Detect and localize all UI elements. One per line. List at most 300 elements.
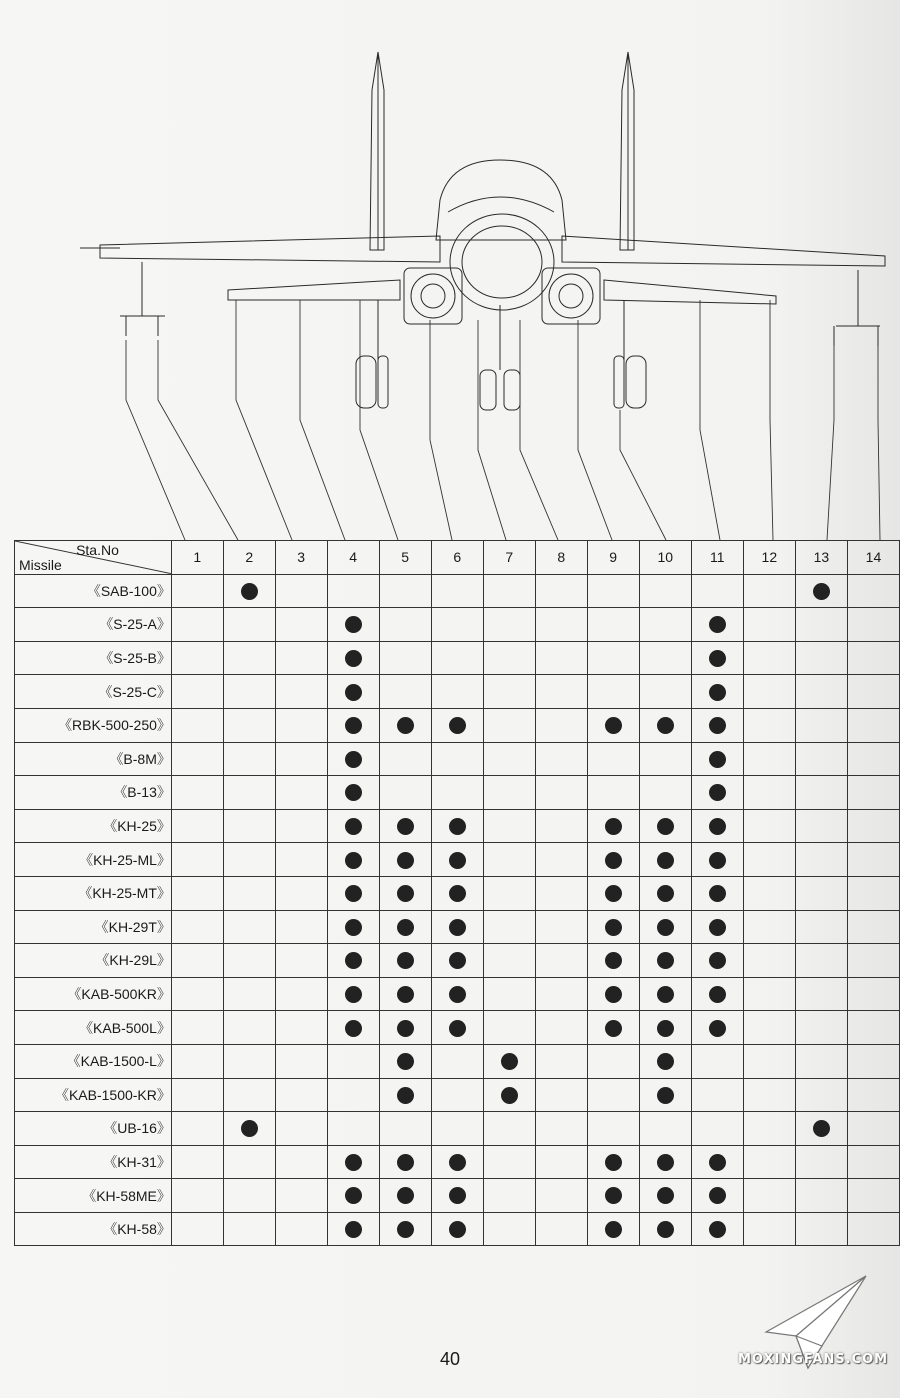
station-compatible-dot	[449, 1020, 466, 1037]
station-cell-13	[795, 1212, 847, 1246]
station-compatible-dot	[709, 885, 726, 902]
station-cell-10	[639, 1145, 691, 1179]
station-cell-13	[795, 1044, 847, 1078]
station-label: Sta.No	[76, 542, 119, 558]
station-cell-9	[587, 944, 639, 978]
station-cell-9	[587, 1212, 639, 1246]
station-cell-12	[743, 843, 795, 877]
table-row	[15, 1112, 900, 1146]
station-cell-7	[483, 809, 535, 843]
station-compatible-dot	[345, 952, 362, 969]
station-compatible-dot	[397, 1087, 414, 1104]
table-row	[15, 608, 900, 642]
station-cell-7	[483, 776, 535, 810]
station-compatible-dot	[605, 1154, 622, 1171]
station-compatible-dot	[709, 616, 726, 633]
station-cell-11	[691, 776, 743, 810]
station-cell-12	[743, 742, 795, 776]
station-missile-header	[15, 541, 172, 575]
station-cell-1	[171, 708, 223, 742]
station-compatible-dot	[657, 1087, 674, 1104]
station-cell-3	[275, 675, 327, 709]
station-cell-4	[327, 675, 379, 709]
station-cell-9	[587, 876, 639, 910]
station-compatible-dot	[397, 1020, 414, 1037]
aircraft-front-view-drawing	[0, 0, 900, 545]
station-cell-10	[639, 977, 691, 1011]
station-cell-10	[639, 675, 691, 709]
station-cell-7	[483, 574, 535, 608]
missile-name: 《KH-58》	[15, 1212, 172, 1246]
station-cell-12	[743, 574, 795, 608]
station-cell-13	[795, 1145, 847, 1179]
station-cell-11	[691, 1145, 743, 1179]
station-cell-1	[171, 1078, 223, 1112]
station-cell-14	[847, 708, 899, 742]
station-cell-13	[795, 876, 847, 910]
station-cell-3	[275, 1011, 327, 1045]
missile-name: 《KH-58ME》	[15, 1179, 172, 1213]
missile-name: 《KH-25-ML》	[15, 843, 172, 877]
station-cell-1	[171, 910, 223, 944]
station-compatible-dot	[709, 818, 726, 835]
station-cell-5	[379, 708, 431, 742]
station-cell-8	[535, 876, 587, 910]
station-cell-6	[431, 1078, 483, 1112]
station-cell-10	[639, 776, 691, 810]
station-cell-3	[275, 708, 327, 742]
station-cell-14	[847, 608, 899, 642]
missile-name: 《S-25-C》	[15, 675, 172, 709]
station-cell-2	[223, 1212, 275, 1246]
station-cell-5	[379, 1145, 431, 1179]
station-cell-8	[535, 641, 587, 675]
station-cell-7	[483, 977, 535, 1011]
station-cell-13	[795, 1179, 847, 1213]
station-cell-14	[847, 675, 899, 709]
station-cell-1	[171, 1145, 223, 1179]
station-compatible-dot	[813, 583, 830, 600]
station-cell-5	[379, 641, 431, 675]
station-cell-11	[691, 708, 743, 742]
station-cell-11	[691, 574, 743, 608]
table-row	[15, 776, 900, 810]
station-cell-9	[587, 1078, 639, 1112]
station-header-14: 14	[847, 541, 899, 575]
station-cell-8	[535, 1212, 587, 1246]
table-row	[15, 977, 900, 1011]
station-cell-7	[483, 1179, 535, 1213]
station-compatible-dot	[345, 885, 362, 902]
station-cell-13	[795, 742, 847, 776]
missile-name: 《S-25-B》	[15, 641, 172, 675]
station-compatible-dot	[657, 1154, 674, 1171]
missile-name: 《SAB-100》	[15, 574, 172, 608]
station-cell-8	[535, 574, 587, 608]
station-cell-10	[639, 1179, 691, 1213]
station-cell-4	[327, 641, 379, 675]
station-cell-14	[847, 1112, 899, 1146]
missile-name: 《KH-29T》	[15, 910, 172, 944]
station-cell-10	[639, 1044, 691, 1078]
station-cell-4	[327, 574, 379, 608]
station-cell-3	[275, 876, 327, 910]
station-cell-6	[431, 1145, 483, 1179]
station-cell-14	[847, 641, 899, 675]
station-cell-7	[483, 910, 535, 944]
station-cell-4	[327, 1044, 379, 1078]
station-cell-6	[431, 1044, 483, 1078]
station-compatible-dot	[397, 1187, 414, 1204]
station-cell-4	[327, 1145, 379, 1179]
station-cell-6	[431, 910, 483, 944]
station-cell-14	[847, 1078, 899, 1112]
station-cell-10	[639, 944, 691, 978]
station-compatible-dot	[345, 986, 362, 1003]
station-cell-1	[171, 1179, 223, 1213]
station-compatible-dot	[449, 1187, 466, 1204]
station-compatible-dot	[397, 1221, 414, 1238]
station-cell-11	[691, 843, 743, 877]
station-header-9: 9	[587, 541, 639, 575]
station-cell-12	[743, 1112, 795, 1146]
station-cell-9	[587, 843, 639, 877]
table-row	[15, 944, 900, 978]
table-row	[15, 574, 900, 608]
station-cell-5	[379, 1212, 431, 1246]
station-compatible-dot	[657, 952, 674, 969]
station-compatible-dot	[709, 852, 726, 869]
station-cell-9	[587, 742, 639, 776]
station-cell-8	[535, 776, 587, 810]
station-compatible-dot	[449, 885, 466, 902]
station-cell-6	[431, 944, 483, 978]
station-compatible-dot	[605, 1020, 622, 1037]
station-compatible-dot	[709, 919, 726, 936]
table-row	[15, 742, 900, 776]
station-cell-8	[535, 809, 587, 843]
station-header-5: 5	[379, 541, 431, 575]
station-compatible-dot	[501, 1053, 518, 1070]
station-cell-14	[847, 776, 899, 810]
station-compatible-dot	[709, 751, 726, 768]
station-compatible-dot	[657, 717, 674, 734]
station-cell-10	[639, 1011, 691, 1045]
station-compatible-dot	[397, 1154, 414, 1171]
station-compatible-dot	[657, 1020, 674, 1037]
station-cell-6	[431, 1112, 483, 1146]
station-cell-3	[275, 641, 327, 675]
station-cell-7	[483, 1044, 535, 1078]
station-cell-11	[691, 944, 743, 978]
station-cell-7	[483, 742, 535, 776]
station-compatible-dot	[397, 919, 414, 936]
watermark-text: MOXINGFANS.COM	[738, 1352, 889, 1367]
station-cell-7	[483, 675, 535, 709]
station-cell-10	[639, 708, 691, 742]
station-compatible-dot	[709, 1154, 726, 1171]
station-cell-13	[795, 843, 847, 877]
station-compatible-dot	[657, 1221, 674, 1238]
station-compatible-dot	[709, 1221, 726, 1238]
station-compatible-dot	[397, 952, 414, 969]
missile-name: 《S-25-A》	[15, 608, 172, 642]
missile-name: 《KH-29L》	[15, 944, 172, 978]
station-compatible-dot	[657, 852, 674, 869]
table-row	[15, 1011, 900, 1045]
table-row	[15, 876, 900, 910]
station-compatible-dot	[709, 952, 726, 969]
station-cell-12	[743, 977, 795, 1011]
station-compatible-dot	[657, 1187, 674, 1204]
station-cell-14	[847, 944, 899, 978]
station-cell-10	[639, 608, 691, 642]
station-cell-1	[171, 977, 223, 1011]
station-compatible-dot	[345, 684, 362, 701]
station-cell-2	[223, 843, 275, 877]
station-header-6: 6	[431, 541, 483, 575]
station-cell-5	[379, 1179, 431, 1213]
station-cell-1	[171, 742, 223, 776]
station-compatible-dot	[397, 717, 414, 734]
table-header-row	[15, 541, 900, 575]
station-cell-3	[275, 809, 327, 843]
missile-name: 《B-13》	[15, 776, 172, 810]
station-cell-5	[379, 944, 431, 978]
station-cell-13	[795, 641, 847, 675]
station-compatible-dot	[657, 885, 674, 902]
table-row	[15, 708, 900, 742]
station-compatible-dot	[241, 1120, 258, 1137]
station-cell-9	[587, 675, 639, 709]
station-cell-10	[639, 1212, 691, 1246]
station-cell-8	[535, 1078, 587, 1112]
station-compatible-dot	[605, 818, 622, 835]
station-compatible-dot	[449, 717, 466, 734]
station-cell-2	[223, 675, 275, 709]
station-cell-11	[691, 1011, 743, 1045]
station-compatible-dot	[345, 784, 362, 801]
station-compatible-dot	[345, 1020, 362, 1037]
station-compatible-dot	[345, 818, 362, 835]
station-cell-1	[171, 608, 223, 642]
station-cell-8	[535, 742, 587, 776]
station-cell-4	[327, 1212, 379, 1246]
station-cell-3	[275, 776, 327, 810]
station-cell-6	[431, 1212, 483, 1246]
station-cell-1	[171, 574, 223, 608]
station-cell-14	[847, 574, 899, 608]
missile-name: 《UB-16》	[15, 1112, 172, 1146]
station-cell-13	[795, 708, 847, 742]
station-compatible-dot	[605, 986, 622, 1003]
station-cell-11	[691, 809, 743, 843]
station-compatible-dot	[709, 784, 726, 801]
station-cell-12	[743, 1078, 795, 1112]
station-cell-11	[691, 1112, 743, 1146]
station-cell-8	[535, 1011, 587, 1045]
station-cell-3	[275, 910, 327, 944]
station-cell-7	[483, 876, 535, 910]
station-compatible-dot	[449, 1154, 466, 1171]
station-cell-9	[587, 977, 639, 1011]
station-cell-13	[795, 809, 847, 843]
station-compatible-dot	[605, 1187, 622, 1204]
station-compatible-dot	[709, 1020, 726, 1037]
station-cell-12	[743, 944, 795, 978]
station-compatible-dot	[657, 1053, 674, 1070]
station-cell-9	[587, 1179, 639, 1213]
missile-name: 《KAB-500L》	[15, 1011, 172, 1045]
station-cell-5	[379, 809, 431, 843]
station-cell-5	[379, 843, 431, 877]
station-cell-1	[171, 876, 223, 910]
station-compatible-dot	[657, 919, 674, 936]
station-header-11: 11	[691, 541, 743, 575]
station-cell-9	[587, 641, 639, 675]
station-cell-1	[171, 843, 223, 877]
station-cell-8	[535, 1112, 587, 1146]
station-cell-12	[743, 1044, 795, 1078]
station-cell-2	[223, 641, 275, 675]
table-row	[15, 1212, 900, 1246]
station-cell-12	[743, 641, 795, 675]
station-cell-14	[847, 1212, 899, 1246]
station-compatible-dot	[345, 1187, 362, 1204]
station-cell-3	[275, 843, 327, 877]
station-cell-1	[171, 1112, 223, 1146]
station-cell-13	[795, 574, 847, 608]
station-cell-1	[171, 944, 223, 978]
table-row	[15, 1078, 900, 1112]
station-cell-8	[535, 1179, 587, 1213]
station-cell-1	[171, 1044, 223, 1078]
station-compatible-dot	[345, 1221, 362, 1238]
station-cell-1	[171, 776, 223, 810]
station-cell-9	[587, 608, 639, 642]
station-cell-3	[275, 1145, 327, 1179]
station-cell-5	[379, 1078, 431, 1112]
page-number: 40	[439, 1349, 461, 1369]
table-row	[15, 809, 900, 843]
station-cell-1	[171, 1011, 223, 1045]
station-compatible-dot	[345, 852, 362, 869]
station-cell-4	[327, 876, 379, 910]
station-cell-12	[743, 708, 795, 742]
missile-name: 《KH-31》	[15, 1145, 172, 1179]
station-cell-3	[275, 1078, 327, 1112]
station-cell-2	[223, 1044, 275, 1078]
station-cell-6	[431, 776, 483, 810]
station-compatible-dot	[397, 852, 414, 869]
station-cell-10	[639, 843, 691, 877]
station-compatible-dot	[709, 684, 726, 701]
station-cell-2	[223, 910, 275, 944]
station-header-7: 7	[483, 541, 535, 575]
station-cell-11	[691, 1078, 743, 1112]
station-cell-1	[171, 641, 223, 675]
station-cell-1	[171, 809, 223, 843]
station-cell-4	[327, 1112, 379, 1146]
station-cell-2	[223, 1112, 275, 1146]
station-header-2: 2	[223, 541, 275, 575]
station-cell-10	[639, 574, 691, 608]
station-cell-14	[847, 1044, 899, 1078]
station-cell-14	[847, 809, 899, 843]
missile-name: 《KH-25》	[15, 809, 172, 843]
station-compatible-dot	[501, 1087, 518, 1104]
station-compatible-dot	[241, 583, 258, 600]
station-header-12: 12	[743, 541, 795, 575]
station-cell-11	[691, 910, 743, 944]
station-cell-6	[431, 742, 483, 776]
station-cell-7	[483, 1112, 535, 1146]
station-cell-10	[639, 876, 691, 910]
station-cell-7	[483, 608, 535, 642]
station-cell-8	[535, 944, 587, 978]
station-compatible-dot	[605, 952, 622, 969]
station-cell-5	[379, 776, 431, 810]
station-cell-12	[743, 876, 795, 910]
station-cell-9	[587, 776, 639, 810]
station-cell-5	[379, 675, 431, 709]
station-cell-8	[535, 1145, 587, 1179]
station-compatible-dot	[709, 986, 726, 1003]
station-cell-11	[691, 675, 743, 709]
station-cell-13	[795, 1078, 847, 1112]
station-cell-4	[327, 1078, 379, 1112]
station-cell-7	[483, 1078, 535, 1112]
station-cell-3	[275, 574, 327, 608]
table-body	[15, 574, 900, 1246]
station-compatible-dot	[605, 852, 622, 869]
station-cell-2	[223, 608, 275, 642]
station-compatible-dot	[449, 1221, 466, 1238]
station-compatible-dot	[345, 616, 362, 633]
station-compatible-dot	[345, 1154, 362, 1171]
station-cell-6	[431, 641, 483, 675]
station-cell-11	[691, 608, 743, 642]
station-cell-13	[795, 675, 847, 709]
station-compatible-dot	[345, 919, 362, 936]
station-cell-9	[587, 809, 639, 843]
station-header-8: 8	[535, 541, 587, 575]
station-cell-14	[847, 876, 899, 910]
table-row	[15, 910, 900, 944]
station-cell-11	[691, 1044, 743, 1078]
station-cell-12	[743, 1212, 795, 1246]
station-cell-13	[795, 944, 847, 978]
station-cell-3	[275, 944, 327, 978]
missile-label: Missile	[19, 556, 62, 573]
station-compatible-dot	[605, 885, 622, 902]
station-cell-2	[223, 1011, 275, 1045]
station-cell-4	[327, 910, 379, 944]
station-cell-5	[379, 977, 431, 1011]
station-compatible-dot	[397, 885, 414, 902]
station-cell-13	[795, 977, 847, 1011]
table-row	[15, 1044, 900, 1078]
station-cell-3	[275, 1044, 327, 1078]
station-cell-3	[275, 977, 327, 1011]
station-cell-11	[691, 1212, 743, 1246]
station-cell-9	[587, 1145, 639, 1179]
station-cell-5	[379, 876, 431, 910]
station-cell-12	[743, 1179, 795, 1213]
station-cell-4	[327, 742, 379, 776]
station-compatible-dot	[345, 650, 362, 667]
station-compatible-dot	[709, 717, 726, 734]
